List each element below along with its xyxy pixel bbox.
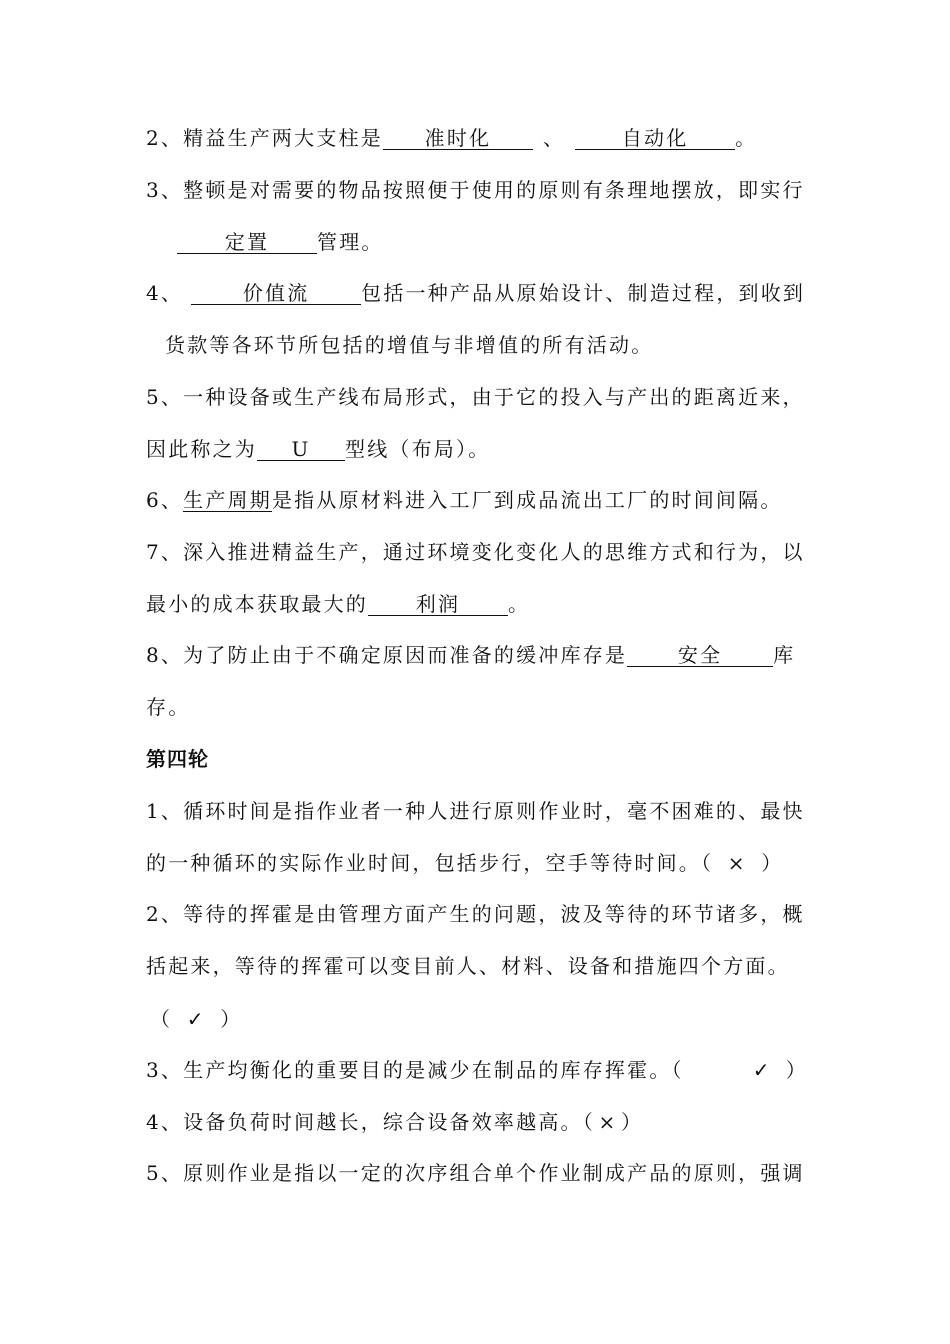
question-6 bbox=[146, 487, 950, 513]
question-text: 4、设备负荷时间越长，综合设备效率越高。（ bbox=[146, 1110, 595, 1134]
answer-blank: 自动化 bbox=[575, 127, 735, 150]
answer-blank: U bbox=[257, 438, 345, 461]
question-8-line1 bbox=[146, 642, 950, 668]
question-7-line2 bbox=[146, 591, 950, 617]
question-text: 包括一种产品从原始设计、制造过程，到收到 bbox=[361, 281, 806, 305]
section-heading: 第四轮 bbox=[146, 747, 209, 771]
cross-mark: × bbox=[727, 851, 747, 875]
tf-question-2-line2: 括起来，等待的挥霍可以变目前人、材料、设备和措施四个方面。 bbox=[146, 954, 790, 978]
close-paren: ） bbox=[761, 851, 784, 875]
question-8-line2: 存。 bbox=[146, 695, 191, 719]
question-3-line1: 3、整顿是对需要的物品按照便于使用的原则有条理地摆放，即实行 bbox=[146, 178, 805, 202]
separator: 、 bbox=[542, 126, 566, 150]
question-5-line1: 5、一种设备或生产线布局形式，由于它的投入与产出的距离近来， bbox=[146, 385, 805, 409]
tf-question-2-line1: 2、等待的挥霍是由管理方面产生的问题，波及等待的环节诸多，概 bbox=[146, 902, 805, 926]
tf-question-1-line1: 1、循环时间是指作业者一种人进行原则作业时，毫不困难的、最快 bbox=[146, 799, 805, 823]
question-2 bbox=[146, 125, 950, 151]
question-text: 最小的成本获取最大的 bbox=[146, 592, 368, 616]
tf-question-4 bbox=[146, 1109, 950, 1135]
question-text: 的一种循环的实际作业时间，包括步行，空手等待时间。（ bbox=[146, 851, 714, 875]
question-text: 3、生产均衡化的重要目的是减少在制品的库存挥霍。（ bbox=[146, 1058, 684, 1082]
question-5-line2 bbox=[146, 436, 950, 462]
question-4-line2: 货款等各环节所包括的增值与非增值的所有活动。 bbox=[165, 333, 654, 357]
question-suffix: 库 bbox=[773, 643, 796, 667]
answer-blank: 准时化 bbox=[383, 127, 533, 150]
cross-mark: × bbox=[598, 1110, 618, 1134]
question-suffix: 管理。 bbox=[317, 230, 384, 254]
question-suffix: 型线（布局）。 bbox=[345, 437, 491, 461]
question-text: 8、为了防止由于不确定原因而准备的缓冲库存是 bbox=[146, 643, 628, 667]
tf-question-5-line1: 5、原则作业是指以一定的次序组合单个作业制成产品的原则，强调 bbox=[146, 1161, 805, 1185]
question-text: 2、精益生产两大支柱是 bbox=[146, 126, 383, 150]
question-number: 6、 bbox=[146, 488, 184, 512]
question-7-line1: 7、深入推进精益生产，通过环境变化变化人的思维方式和行为，以 bbox=[146, 540, 805, 564]
question-suffix: 。 bbox=[735, 126, 758, 150]
underlined-term: 生产周期 bbox=[183, 488, 272, 512]
question-3-line2 bbox=[177, 229, 950, 255]
tf-question-2-line3 bbox=[150, 1006, 950, 1032]
open-paren: （ bbox=[150, 1007, 173, 1031]
tf-question-1-line2 bbox=[146, 850, 950, 876]
answer-blank: 利润 bbox=[368, 593, 508, 616]
close-paren: ） bbox=[620, 1110, 644, 1134]
tf-question-3 bbox=[146, 1057, 950, 1083]
close-paren: ） bbox=[220, 1007, 243, 1031]
check-mark: ✓ bbox=[186, 1007, 206, 1031]
close-paren: ） bbox=[785, 1058, 808, 1082]
check-mark: ✓ bbox=[752, 1058, 772, 1082]
answer-blank: 定置 bbox=[177, 231, 317, 254]
question-text: 因此称之为 bbox=[146, 437, 257, 461]
question-4-line1 bbox=[146, 280, 950, 306]
question-number: 4、 bbox=[146, 281, 184, 305]
answer-blank: 价值流 bbox=[191, 282, 361, 305]
question-text: 是指从原材料进入工厂到成品流出工厂的时间间隔。 bbox=[271, 488, 783, 512]
answer-blank: 安全 bbox=[627, 644, 773, 667]
question-suffix: 。 bbox=[508, 592, 531, 616]
